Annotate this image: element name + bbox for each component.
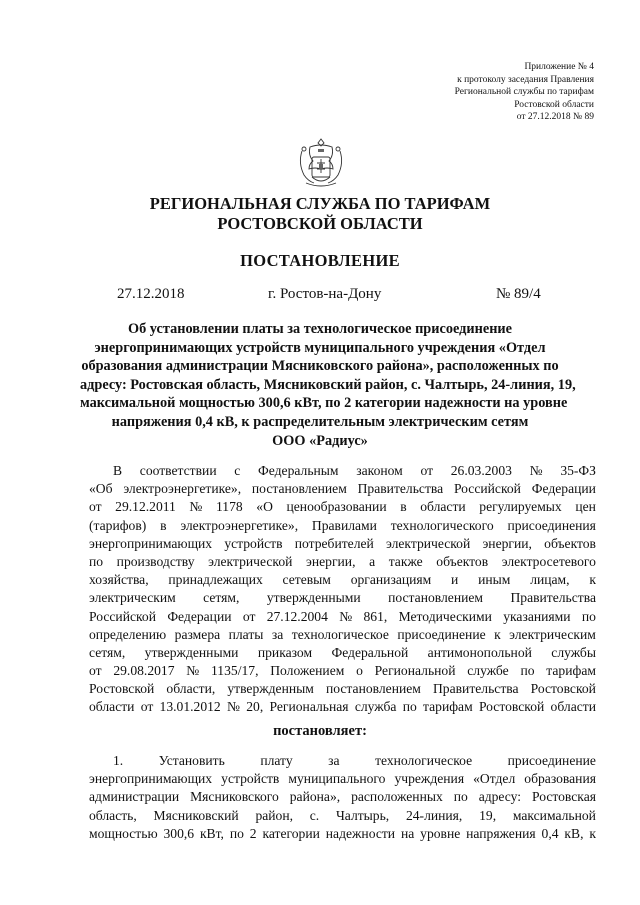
- decree-word: постановляет:: [273, 723, 367, 739]
- document-number: № 89/4: [496, 286, 541, 302]
- coat-of-arms-icon: [296, 137, 346, 189]
- subject-line: адресу: Ростовская область, Мясниковский район, с. Чалтырь, 24-линия, 19,: [80, 376, 576, 393]
- paragraph-line: хозяйства, принадлежащих сетевым организациям и иным лицам, к: [89, 572, 596, 588]
- paragraph-line: Ростовской области, утвержденным постановлением Правительства Ростовской: [89, 681, 596, 697]
- paragraph-line: администрации Мясниковского района», расположенных по адресу: Ростовская: [89, 789, 596, 805]
- appendix-line: Ростовской области: [514, 99, 594, 110]
- document-type-heading: ПОСТАНОВЛЕНИЕ: [240, 251, 400, 270]
- subject-line: ООО «Радиус»: [272, 432, 368, 449]
- paragraph-line: Российской Федерации от 27.12.2004 № 861, Методическими указаниями по: [89, 608, 596, 624]
- paragraph-line: мощностью 300,6 кВт, по 2 категории надежности на уровне напряжения 0,4 кВ, к: [89, 825, 596, 841]
- document-subject: [80, 320, 576, 450]
- organization-name-line-2: РОСТОВСКОЙ ОБЛАСТИ: [217, 214, 423, 233]
- paragraph-line: по производству электрической энергии, а также объектов электросетевого: [89, 553, 596, 569]
- subject-line: образования администрации Мясниковского района», расположенных по: [81, 358, 559, 375]
- appendix-line: от 27.12.2018 № 89: [516, 112, 594, 123]
- appendix-note: [374, 61, 594, 124]
- paragraph-line: от 29.08.2017 № 1135/17, Положением о Региональной службе по тарифам: [89, 663, 596, 679]
- organization-name-line-1: РЕГИОНАЛЬНАЯ СЛУЖБА ПО ТАРИФАМ: [149, 194, 491, 213]
- subject-line: энергопринимающих устройств муниципального учреждения «Отдел: [94, 339, 546, 356]
- subject-line: максимальной мощностью 300,6 кВт, по 2 категории надежности на уровне: [80, 395, 568, 412]
- decree-item-1: [89, 752, 596, 843]
- appendix-line: Региональной службы по тарифам: [454, 87, 594, 98]
- paragraph-line: энергопринимающих устройств потребителей электрической энергии, объектов: [89, 535, 596, 551]
- paragraph-line: В соответствии с Федеральным законом от 26.03.2003 № 35-ФЗ: [113, 463, 596, 478]
- appendix-line: к протоколу заседания Правления: [457, 74, 594, 85]
- paragraph-line: «Об электроэнергетике», постановлением Правительства Российской Федерации: [89, 481, 596, 497]
- paragraph-line: энергопринимающих устройств муниципального учреждения «Отдел образования: [89, 771, 596, 787]
- paragraph-line: от 29.12.2011 № 1178 «О ценообразовании в области регулируемых цен: [89, 499, 596, 515]
- paragraph-line: определению размера платы за технологическое присоединение к электрическим: [89, 626, 596, 642]
- paragraph-line: (тарифов) в электроэнергетике», Правилами технологического присоединения: [89, 517, 596, 533]
- subject-line: напряжения 0,4 кВ, к распределительным электрическим сетям: [111, 413, 529, 430]
- subject-line: Об установлении платы за технологическое присоединение: [127, 321, 513, 337]
- preamble-paragraph: [89, 462, 596, 717]
- paragraph-line: области от 13.01.2012 № 20, Региональная служба по тарифам Ростовской области: [89, 699, 596, 715]
- paragraph-line: область, Мясниковский район, с. Чалтырь, 24-линия, 19, максимальной: [89, 807, 596, 823]
- paragraph-line: сетям, утвержденными приказом Федеральной антимонопольной службы: [89, 644, 596, 660]
- document-date: 27.12.2018: [117, 286, 185, 302]
- paragraph-line: электрическим сетям, утвержденными постановлением Правительства: [89, 590, 596, 606]
- appendix-line: Приложение № 4: [524, 62, 594, 72]
- document-city: г. Ростов-на-Дону: [268, 286, 382, 302]
- paragraph-line: 1. Установить плату за технологическое присоединение: [113, 753, 596, 768]
